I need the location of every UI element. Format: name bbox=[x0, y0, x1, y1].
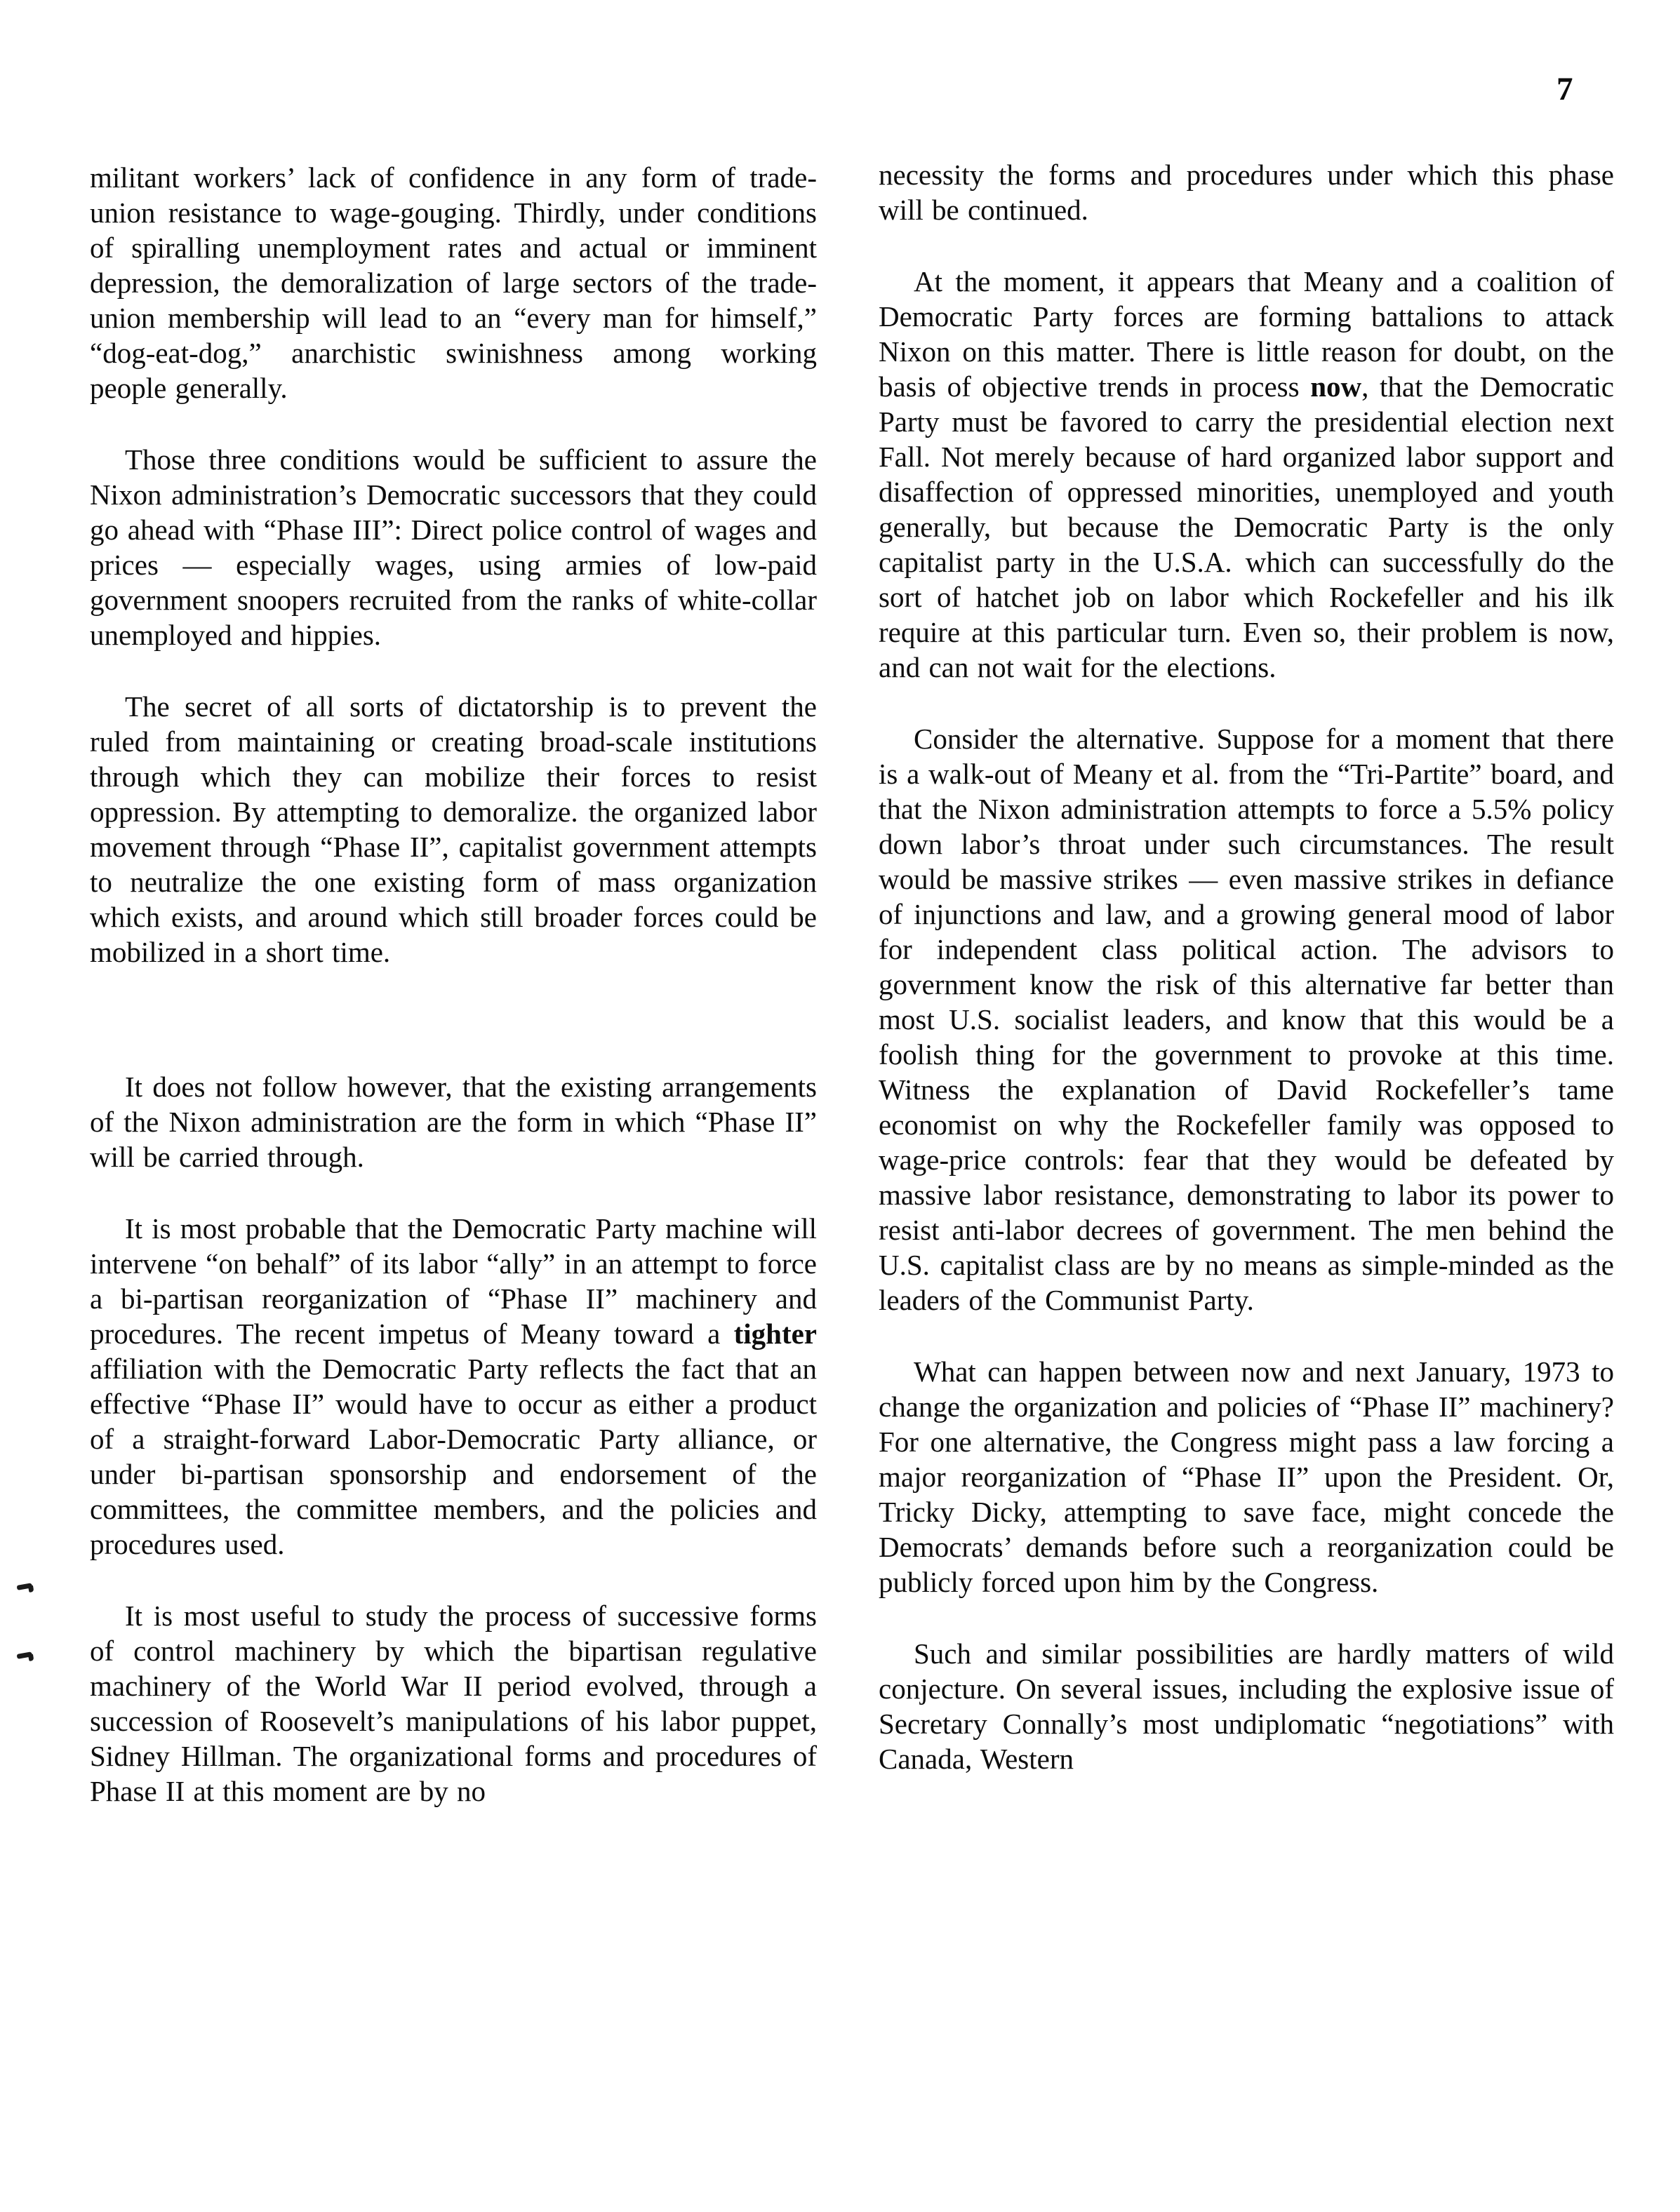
text-segment: Those three conditions would be sufficient to assure the Nixon administration’s Democratic successors that they could go ahead with “Phase III”: Direct police control of wages and prices — especially wages, using armies of low-paid government snoopers recruited from the ranks of white-collar unemployed and hippies. bbox=[90, 443, 817, 651]
text-segment: At the moment, it appears that Meany and a coalition of Democratic Party forces are forming battalions to attack Nixon on this matter. There is little reason for doubt, on the basis of objective trends in process bbox=[879, 265, 1614, 403]
paragraph bbox=[90, 160, 817, 405]
paragraph bbox=[90, 1598, 817, 1809]
paragraph bbox=[879, 1354, 1614, 1600]
margin-tick-mark bbox=[17, 1583, 33, 1590]
text-segment: Such and similar possibilities are hardly matters of wild conjecture. On several issues, including the explosive issue of Secretary Connally’s most undiplomatic “negotiations” with Canada, Western bbox=[879, 1637, 1614, 1775]
paragraph bbox=[879, 264, 1614, 685]
page-number: 7 bbox=[1556, 71, 1574, 107]
paragraph bbox=[879, 721, 1614, 1318]
text-segment: What can happen between now and next January, 1973 to change the organization and policies of “Phase II” machinery? For one alternative, the Congress might pass a law forcing a major reorganization of “Phase II” upon the President. Or, Tricky Dicky, attempting to save face, might concede the Democrats’ demands before such a reorganization could be publicly forced upon him by the Congress. bbox=[879, 1355, 1614, 1598]
text-segment: Consider the alternative. Suppose for a moment that there is a walk-out of Meany et al. from the “Tri-Partite” board, and that the Nixon administration attempts to force a 5.5% policy down labor’s throat under such circumstances. The result would be massive strikes — even massive strikes in defiance of injunctions and law, and a growing general mood of labor for independent class political action. The advisors to government know the risk of this alternative far better than most U.S. socialist leaders, and know that this would be a foolish thing for the government to provoke at this time. Witness the explanation of David Rockefeller’s tame economist on why the Rockefeller family was opposed to wage-price controls: fear that they would be defeated by massive labor resistance, demonstrating to labor its power to resist anti-labor decrees of government. The men behind the U.S. capitalist class are by no means as simple-minded as the leaders of the Communist Party. bbox=[879, 723, 1614, 1316]
paragraph bbox=[90, 1069, 817, 1174]
text-segment: , that the Democratic Party must be favored to carry the presidential election next Fall. Not merely because of hard organized labor support and disaffection of oppressed minorities, unemployed and youth generally, but because the Democratic Party is the only capitalist party in the U.S.A. which can successfully do the sort of hatchet job on labor which Rockefeller and his ilk require at this particular turn. Even so, their problem is now, and can not wait for the elections. bbox=[879, 370, 1615, 683]
margin-tick-mark bbox=[17, 1651, 33, 1659]
text-segment: It does not follow however, that the existing arrangements of the Nixon administration are the form in which “Phase II” will be carried through. bbox=[90, 1071, 817, 1173]
paragraph bbox=[90, 1211, 817, 1562]
text-segment: It is most useful to study the process of successive forms of control machinery by which the bipartisan regulative machinery of the World War II period evolved, through a succession of Roosevelt’s manipulations of his labor puppet, Sidney Hillman. The organizational forms and procedures of Phase II at this moment are by no bbox=[90, 1600, 817, 1807]
text-column-right bbox=[879, 157, 1614, 1776]
text-segment: It is most probable that the Democratic Party machine will intervene “on behalf” of its labor “ally” in an attempt to force a bi-partisan reorganization of “Phase II” machinery and procedures. The recent impetus of Meany toward a bbox=[90, 1212, 817, 1350]
text-segment: necessity the forms and procedures under which this phase will be continued. bbox=[879, 159, 1614, 226]
bold-text-segment: tighter bbox=[733, 1318, 817, 1350]
paragraph bbox=[90, 689, 817, 970]
text-column-left bbox=[90, 160, 817, 1809]
paragraph bbox=[879, 157, 1614, 227]
text-segment: The secret of all sorts of dictatorship is to prevent the ruled from maintaining or creating broad-scale institutions through which they can mobilize their forces to resist oppression. By attempting to demoralize. the organized labor movement through “Phase II”, capitalist government attempts to neutralize the one existing form of mass organization which exists, and around which still broader forces could be mobilized in a short time. bbox=[90, 690, 817, 968]
text-segment: militant workers’ lack of confidence in any form of trade-union resistance to wage-gouging. Thirdly, under conditions of spiralling unemployment rates and actual or imminent depression, the demoralization of large sectors of the trade-union membership will lead to an “every man for himself,” “dog-eat-dog,” anarchistic swinishness among working people generally. bbox=[90, 161, 817, 404]
bold-text-segment: now bbox=[1310, 370, 1362, 403]
paragraph bbox=[90, 442, 817, 652]
text-segment: affiliation with the Democratic Party reflects the fact that an effective “Phase II” would have to occur as either a product of a straight-forward Labor-Democratic Party alliance, or under bi-partisan sponsorship and endorsement of the committees, the committee members, and the policies and procedures used. bbox=[90, 1353, 817, 1560]
paragraph bbox=[879, 1636, 1614, 1776]
